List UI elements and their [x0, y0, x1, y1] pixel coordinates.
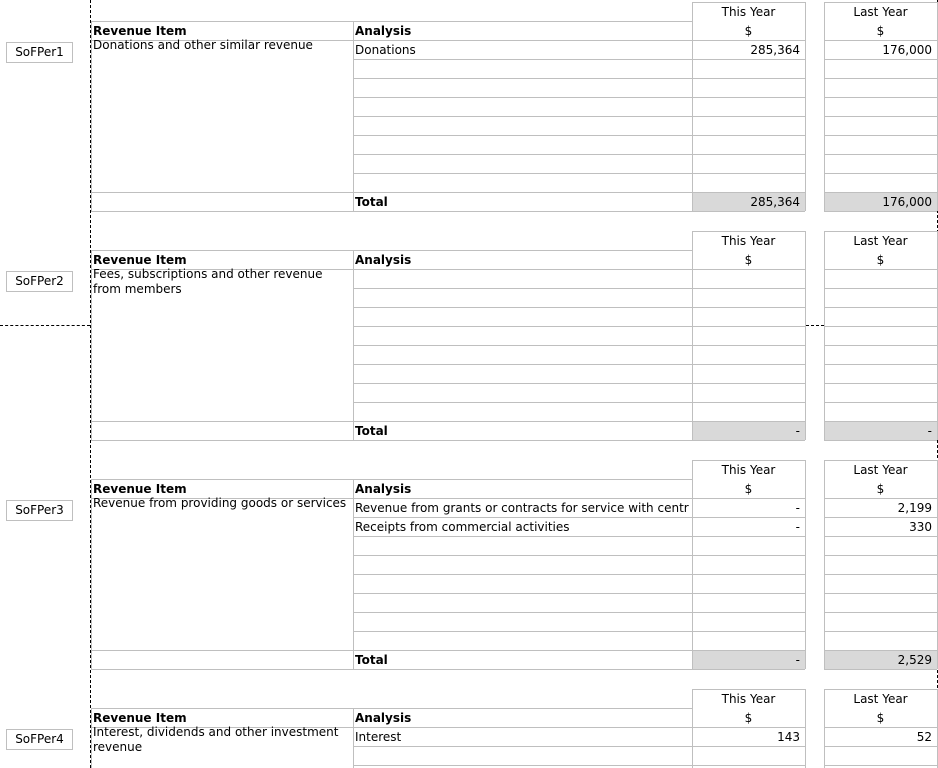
total-label: Total — [355, 424, 388, 438]
grid-line — [824, 689, 937, 690]
grid-line — [91, 250, 353, 251]
revenue-item-description[interactable]: Donations and other similar revenue — [93, 38, 313, 52]
grid-line — [824, 326, 937, 327]
total-this-year[interactable]: - — [795, 424, 800, 438]
section-tag[interactable]: SoFPer1 — [6, 42, 73, 63]
total-last-year[interactable]: 2,529 — [897, 653, 932, 667]
grid-line — [353, 479, 692, 480]
grid-line — [353, 708, 354, 768]
grid-line — [824, 440, 937, 441]
revenue-item-header: Revenue Item — [93, 24, 187, 38]
grid-line — [353, 402, 805, 403]
grid-line — [91, 192, 353, 193]
grid-line — [91, 250, 92, 440]
grid-line — [91, 421, 353, 422]
analysis-cell[interactable]: Donations — [355, 43, 416, 57]
total-label: Total — [355, 653, 388, 667]
grid-line — [353, 517, 805, 518]
grid-line — [353, 364, 805, 365]
grid-line — [353, 593, 805, 594]
last-year-value[interactable]: 330 — [909, 520, 932, 534]
currency-symbol: $ — [876, 24, 885, 38]
analysis-header: Analysis — [355, 711, 412, 725]
analysis-header: Analysis — [355, 482, 412, 496]
grid-line — [692, 689, 805, 690]
grid-line — [353, 345, 805, 346]
grid-line — [353, 555, 805, 556]
grid-line — [353, 250, 692, 251]
revenue-item-description[interactable]: Revenue from providing goods or services — [93, 496, 347, 510]
grid-line — [824, 40, 937, 41]
section-tag[interactable]: SoFPer4 — [6, 729, 73, 750]
grid-line — [824, 574, 937, 575]
section-tag[interactable]: SoFPer3 — [6, 500, 73, 521]
grid-line — [824, 345, 937, 346]
last-year-label: Last Year — [853, 692, 908, 706]
grid-line — [824, 612, 937, 613]
grid-line — [824, 517, 937, 518]
revenue-item-header: Revenue Item — [93, 482, 187, 496]
grid-line — [824, 765, 937, 766]
grid-line — [824, 402, 937, 403]
total-last-year[interactable]: - — [927, 424, 932, 438]
grid-line — [824, 536, 937, 537]
this-year-value[interactable]: 143 — [777, 730, 800, 744]
total-last-year[interactable]: 176,000 — [882, 195, 932, 209]
page-break-line — [806, 325, 824, 326]
grid-line — [805, 231, 806, 440]
this-year-value[interactable]: 285,364 — [750, 43, 800, 57]
grid-line — [824, 727, 937, 728]
grid-line — [91, 708, 353, 709]
last-year-label: Last Year — [853, 463, 908, 477]
grid-line — [353, 746, 805, 747]
grid-line — [353, 173, 805, 174]
analysis-cell[interactable]: Receipts from commercial activities — [355, 520, 570, 534]
revenue-item-header: Revenue Item — [93, 711, 187, 725]
grid-line — [91, 669, 805, 670]
currency-symbol: $ — [876, 482, 885, 496]
analysis-header: Analysis — [355, 253, 412, 267]
grid-line — [353, 612, 805, 613]
currency-symbol: $ — [876, 253, 885, 267]
total-this-year[interactable]: - — [795, 653, 800, 667]
grid-line — [353, 383, 805, 384]
grid-line — [353, 307, 805, 308]
currency-symbol: $ — [744, 482, 753, 496]
grid-line — [824, 460, 937, 461]
grid-line — [353, 59, 805, 60]
revenue-item-header: Revenue Item — [93, 253, 187, 267]
grid-line — [353, 708, 692, 709]
grid-line — [824, 135, 937, 136]
grid-line — [824, 669, 937, 670]
last-year-label: Last Year — [853, 234, 908, 248]
grid-line — [824, 116, 937, 117]
analysis-cell[interactable]: Revenue from grants or contracts for service with centr — [355, 501, 689, 515]
grid-line — [692, 231, 805, 232]
grid-line — [353, 765, 805, 766]
grid-line — [824, 288, 937, 289]
grid-line — [353, 536, 805, 537]
this-year-value[interactable]: - — [795, 520, 800, 534]
analysis-cell[interactable]: Interest — [355, 730, 402, 744]
grid-line — [692, 2, 805, 3]
grid-line — [91, 211, 805, 212]
total-label: Total — [355, 195, 388, 209]
grid-line — [824, 2, 937, 3]
grid-line — [353, 288, 805, 289]
this-year-label: This Year — [721, 692, 776, 706]
grid-line — [824, 211, 937, 212]
revenue-item-description[interactable]: Interest, dividends and other investment revenue — [93, 725, 339, 754]
grid-line — [91, 708, 92, 768]
grid-line — [824, 269, 937, 270]
grid-line — [805, 460, 806, 669]
grid-line — [353, 631, 805, 632]
grid-line — [91, 479, 353, 480]
grid-line — [353, 116, 805, 117]
grid-line — [353, 154, 805, 155]
this-year-value[interactable]: - — [795, 501, 800, 515]
grid-line — [805, 2, 806, 211]
grid-line — [824, 498, 937, 499]
last-year-value[interactable]: 2,199 — [897, 501, 932, 515]
analysis-header: Analysis — [355, 24, 412, 38]
grid-line — [353, 97, 805, 98]
grid-line — [824, 555, 937, 556]
grid-line — [91, 21, 353, 22]
grid-line — [824, 59, 937, 60]
currency-symbol: $ — [744, 24, 753, 38]
grid-line — [353, 326, 805, 327]
currency-symbol: $ — [876, 711, 885, 725]
grid-line — [824, 746, 937, 747]
this-year-label: This Year — [721, 234, 776, 248]
grid-line — [824, 364, 937, 365]
grid-line — [824, 231, 937, 232]
grid-line — [824, 78, 937, 79]
grid-line — [353, 21, 692, 22]
grid-line — [353, 574, 805, 575]
last-year-value[interactable]: 176,000 — [882, 43, 932, 57]
page-break-line — [0, 325, 90, 326]
grid-line — [805, 689, 806, 768]
revenue-item-description[interactable]: Fees, subscriptions and other revenue from members — [93, 267, 323, 296]
this-year-label: This Year — [721, 463, 776, 477]
grid-line — [824, 97, 937, 98]
grid-line — [824, 173, 937, 174]
grid-line — [692, 460, 805, 461]
grid-line — [91, 479, 92, 669]
currency-symbol: $ — [744, 711, 753, 725]
last-year-label: Last Year — [853, 5, 908, 19]
last-year-value[interactable]: 52 — [916, 730, 932, 744]
grid-line — [824, 593, 937, 594]
grid-line — [824, 383, 937, 384]
section-tag[interactable]: SoFPer2 — [6, 271, 73, 292]
total-this-year[interactable]: 285,364 — [750, 195, 800, 209]
this-year-label: This Year — [721, 5, 776, 19]
grid-line — [91, 650, 353, 651]
grid-line — [824, 631, 937, 632]
grid-line — [824, 307, 937, 308]
grid-line — [91, 21, 92, 211]
grid-line — [824, 154, 937, 155]
grid-line — [353, 135, 805, 136]
grid-line — [91, 440, 805, 441]
grid-line — [353, 78, 805, 79]
currency-symbol: $ — [744, 253, 753, 267]
